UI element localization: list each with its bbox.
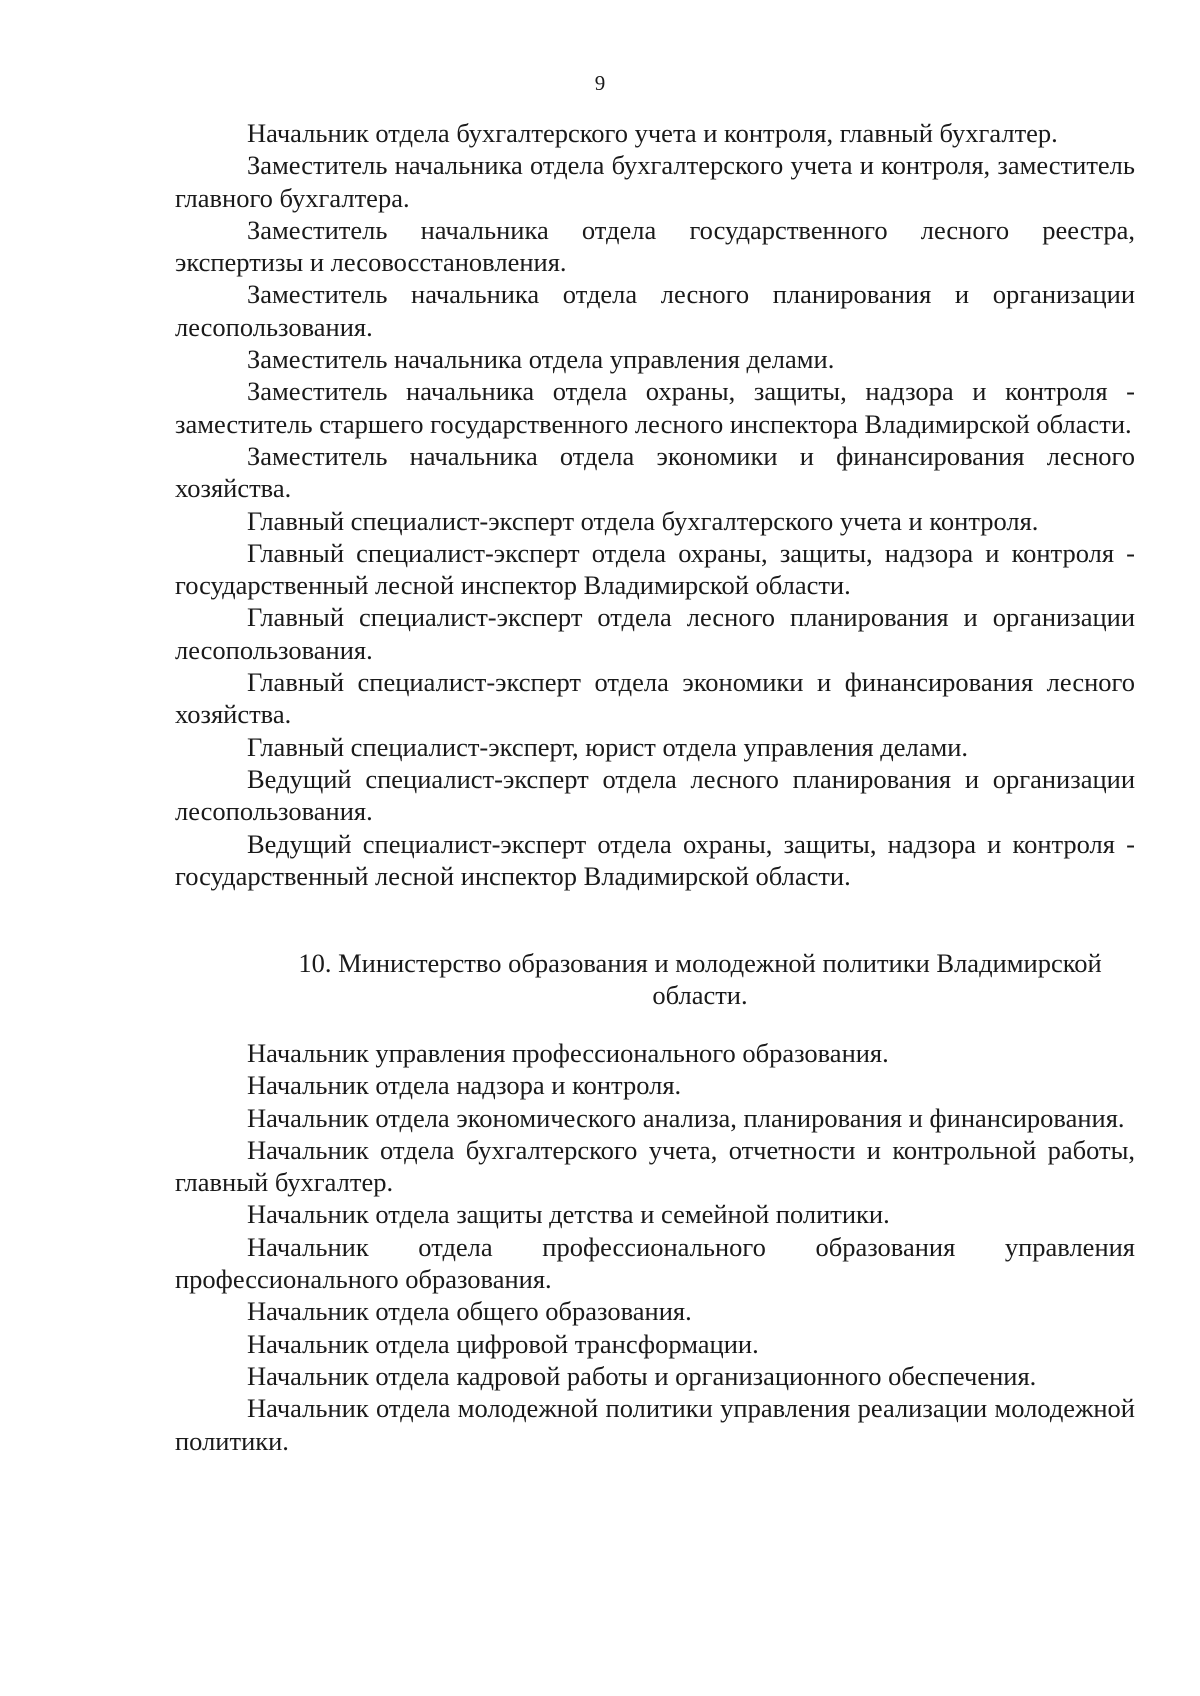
position-item: Главный специалист-эксперт, юрист отдела управления делами. xyxy=(247,731,969,762)
position-item: Начальник отдела бухгалтерского учета и контроля, главный бухгалтер. xyxy=(247,118,1058,148)
position-item: Заместитель начальника отдела экономики и финансирования лесного хозяйства. xyxy=(175,440,1135,504)
position-item: Заместитель начальника отдела бухгалтерского учета и контроля, заместитель главного бухгалтера. xyxy=(175,150,1135,213)
position-item: Заместитель начальника отдела лесного планирования и организации лесопользования. xyxy=(175,279,1135,342)
section-10-positions-list xyxy=(175,1037,1135,1457)
position-item: Заместитель начальника отдела государственного лесного реестра, экспертизы и лесовосстановления. xyxy=(175,214,1135,278)
position-item: Ведущий специалист-эксперт отдела охраны, защиты, надзора и контроля - государственный лесной инспектор Владимирской области. xyxy=(175,828,1135,891)
position-item: Заместитель начальника отдела управления делами. xyxy=(247,344,835,375)
page-number: 9 xyxy=(594,71,606,95)
position-item: Начальник отдела цифровой трансформации. xyxy=(247,1328,759,1359)
position-item: Начальник отдела общего образования. xyxy=(247,1296,692,1327)
position-item: Начальник отдела надзора и контроля. xyxy=(247,1070,682,1101)
position-item: Начальник отдела экономического анализа, планирования и финансирования. xyxy=(247,1102,1125,1133)
position-item: Начальник отдела кадровой работы и организационного обеспечения. xyxy=(247,1360,1037,1391)
position-item: Начальник отдела молодежной политики управления реализации молодежной политики. xyxy=(175,1393,1135,1456)
position-item: Начальник управления профессионального образования. xyxy=(247,1038,889,1068)
position-item: Начальник отдела бухгалтерского учета, отчетности и контрольной работы, главный бухгалтер. xyxy=(175,1134,1135,1198)
position-item: Главный специалист-эксперт отдела лесного планирования и организации лесопользования. xyxy=(175,602,1135,665)
position-item: Заместитель начальника отдела охраны, защиты, надзора и контроля - заместитель старшего государственного лесного инспектора Владимирской области. xyxy=(175,376,1135,439)
position-item: Главный специалист-эксперт отдела охраны, защиты, надзора и контроля - государственный лесной инспектор Владимирской области. xyxy=(175,537,1135,601)
section-10-heading: 10. Министерство образования и молодежной политики Владимирской области. xyxy=(298,948,1102,1011)
position-item: Начальник отдела профессионального образования управления профессионального образования. xyxy=(175,1231,1135,1295)
section-9-positions-list xyxy=(175,117,1135,892)
position-item: Начальник отдела защиты детства и семейной политики. xyxy=(247,1199,890,1230)
position-item: Ведущий специалист-эксперт отдела лесного планирования и организации лесопользования. xyxy=(175,763,1135,827)
position-item: Главный специалист-эксперт отдела экономики и финансирования лесного хозяйства. xyxy=(175,667,1135,730)
position-item: Главный специалист-эксперт отдела бухгалтерского учета и контроля. xyxy=(247,505,1039,536)
